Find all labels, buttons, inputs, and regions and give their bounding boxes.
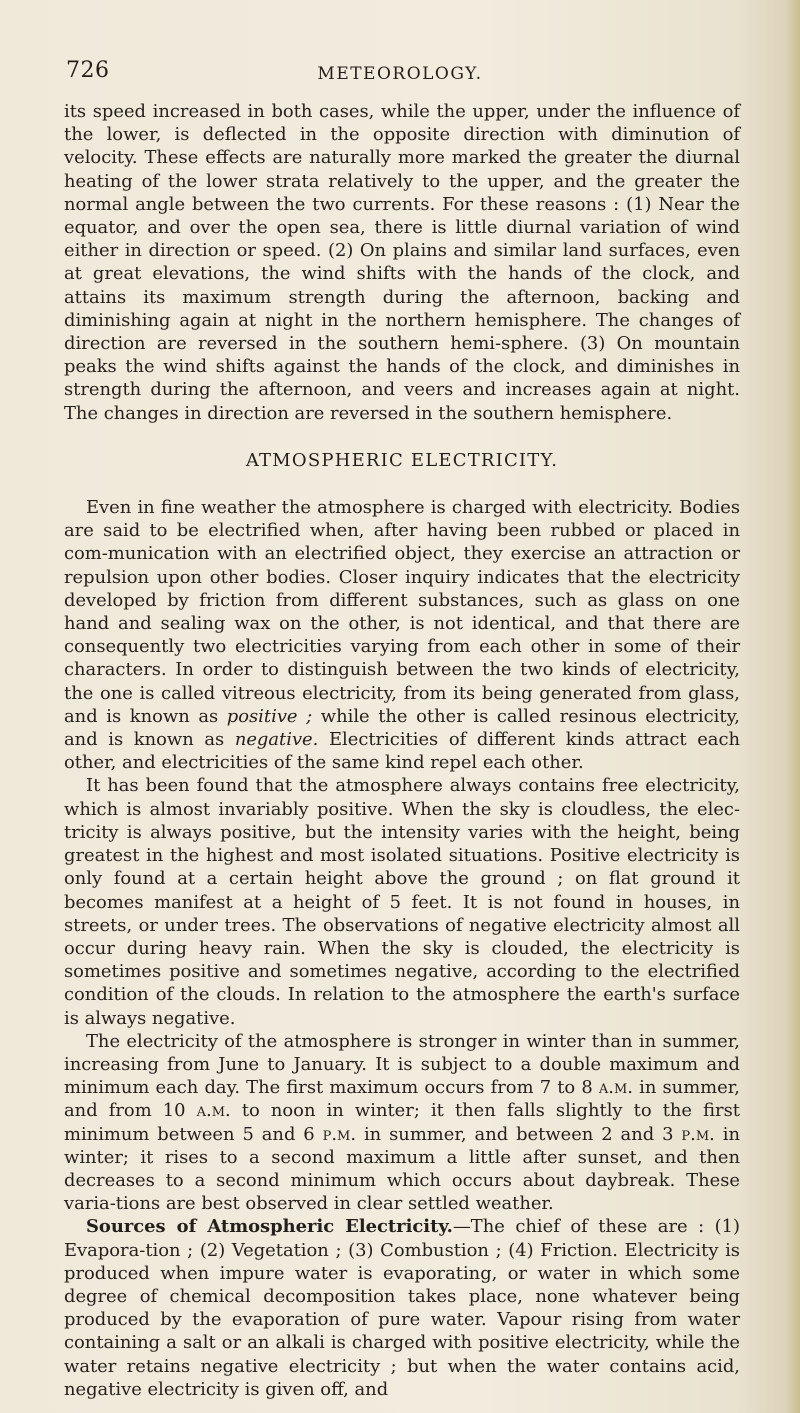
time-abbrev: a.m. xyxy=(196,1100,231,1122)
paragraph-sources xyxy=(64,1215,740,1401)
text-span: in summer, and from 10 xyxy=(64,1077,740,1122)
running-head: METEOROLOGY. xyxy=(317,64,483,84)
time-abbrev: a.m. xyxy=(598,1077,633,1099)
text-span: in summer, and between 2 and 3 xyxy=(356,1123,682,1145)
italic-term-positive: positive ; xyxy=(226,705,313,727)
text-span: Electricities of different kinds attract each other, and electricities of the same kind repel each other. xyxy=(64,729,740,774)
paragraph-seasonal-variation xyxy=(64,1030,740,1216)
text-span: —The chief of these are : (1) Evapora-tion ; (2) Vegetation ; (3) Combustion ; (4) Friction. Electricity is produced when impure water is evaporating, or water in which some degree of chemical decomposition takes place, none whatever being produced by the evaporation of pure water. Vapour rising from water containing a salt or an alkali is charged with positive electricity, while the water retains negative electricity ; but when the water contains acid, negative electricity is given off, and xyxy=(64,1216,740,1400)
body-text xyxy=(64,100,740,1401)
text-span: in winter; it rises to a second maximum a little after sunset, and then decreases to a second minimum which occurs about daybreak. These varia-tions are best observed in clear settled weather. xyxy=(64,1123,740,1215)
paragraph-free-electricity: It has been found that the atmosphere always contains free electricity, which is almost invariably positive. When the sky is cloudless, the elec-tricity is always positive, but the intensity varies with the height, being greatest in the highest and most isolated situations. Positive electricity is only found at a certain height above the ground ; on flat ground it becomes manifest at a height of 5 feet. It is not found in houses, in streets, or under trees. The observations of negative electricity almost all occur during heavy rain. When the sky is clouded, the electricity is sometimes positive and sometimes negative, according to the electrified condition of the clouds. In relation to the atmosphere the earth's surface is always negative. xyxy=(64,775,740,1029)
bold-run-in-heading: Sources of Atmospheric Electricity. xyxy=(86,1216,453,1238)
text-span: to noon in winter; it then falls slightly to the first minimum between 5 and 6 xyxy=(64,1100,740,1145)
page-edge-shadow xyxy=(786,0,800,1413)
paragraph-electricity-intro xyxy=(64,496,740,774)
text-span: while the other is called resinous electricity, and is known as xyxy=(64,705,740,751)
time-abbrev: p.m. xyxy=(322,1123,357,1145)
time-abbrev: p.m. xyxy=(681,1123,715,1145)
italic-term-negative: negative. xyxy=(234,729,319,751)
text-span: The electricity of the atmosphere is stronger in winter than in summer, increasing from June to January. It is subject to a double maximum and minimum each day. The first maximum occurs from 7 to 8 xyxy=(64,1030,740,1099)
page-number: 726 xyxy=(66,58,110,83)
text-span: Even in fine weather the atmosphere is charged with electricity. Bodies are said to be electrified when, after having been rubbed or placed in com-munication with an electrified object, they exercise an attraction or repulsion upon other bodies. Closer inquiry indicates that the electricity developed by friction from different substances, such as glass on one hand and sealing wax on the other, is not identical, and that there are consequently two electricities varying from each other in some of their characters. In order to distinguish between the two kinds of electricity, the one is called vitreous electricity, from its being generated from glass, and is known as xyxy=(64,497,740,727)
paragraph-continued: its speed increased in both cases, while the upper, under the influence of the lower, is deflected in the opposite direction with diminution of velocity. These effects are naturally more marked the greater the diurnal heating of the lower strata relatively to the upper, and the greater the normal angle between the two currents. For these reasons : (1) Near the equator, and over the open sea, there is little diurnal variation of wind either in direction or speed. (2) On plains and similar land surfaces, even at great elevations, the wind shifts with the hands of the clock, and attains its maximum strength during the afternoon, backing and diminishing again at night in the northern hemisphere. The changes of direction are reversed in the southern hemi-sphere. (3) On mountain peaks the wind shifts against the hands of the clock, and diminishes in strength during the afternoon, and veers and increases again at night. The changes in direction are reversed in the southern hemisphere. xyxy=(64,101,740,424)
section-heading: ATMOSPHERIC ELECTRICITY. xyxy=(245,449,559,471)
